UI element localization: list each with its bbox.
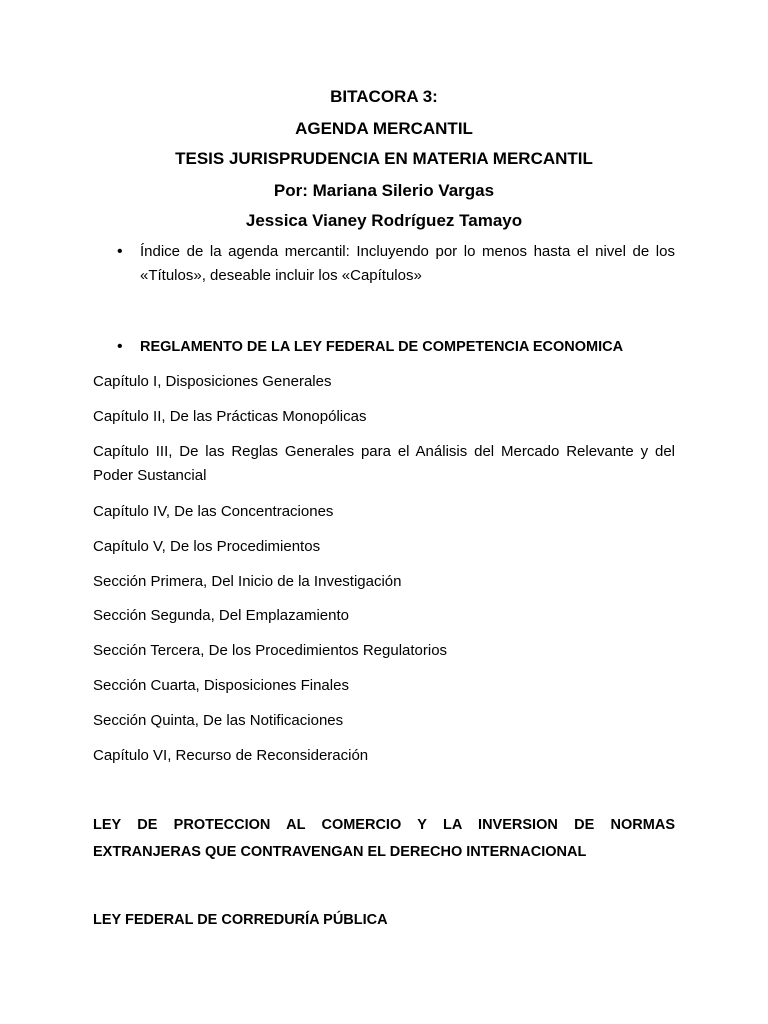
bullet-icon: • [117,338,123,355]
list-item: Capítulo IV, De las Concentraciones [93,503,334,520]
list-item: Capítulo VI, Recurso de Reconsideración [93,747,369,764]
document-subtitle: AGENDA MERCANTIL [295,119,473,138]
list-item: Sección Segunda, Del Emplazamiento [93,607,349,624]
section-heading: REGLAMENTO DE LA LEY FEDERAL DE COMPETENCIA ECONOMICA [140,339,624,355]
list-item: Sección Primera, Del Inicio de la Investigación [93,573,402,590]
law-brokerage-heading: LEY FEDERAL DE CORREDURÍA PÚBLICA [93,912,388,928]
list-item: Capítulo V, De los Procedimientos [93,538,321,555]
list-item: Sección Tercera, De los Procedimientos Regulatorios [93,642,448,659]
document-title: BITACORA 3: [330,87,438,106]
list-item: Capítulo I, Disposiciones Generales [93,373,332,390]
author-line-1: Por: Mariana Silerio Vargas [273,181,495,200]
bullet-icon: • [117,243,123,260]
list-item: Sección Quinta, De las Notificaciones [93,712,344,729]
document-topic: TESIS JURISPRUDENCIA EN MATERIA MERCANTIL [175,149,593,168]
intro-bullet-text: Índice de la agenda mercantil: Incluyendo por lo menos hasta el nivel de los «Títulos», deseable incluir los «Capítulos» [140,243,675,284]
author-line-2: Jessica Vianey Rodríguez Tamayo [245,211,523,230]
list-item: Sección Cuarta, Disposiciones Finales [93,677,349,694]
list-item: Capítulo II, De las Prácticas Monopólicas [93,408,367,425]
list-item: Capítulo III, De las Reglas Generales para el Análisis del Mercado Relevante y del Poder Sustancial [93,443,675,484]
law-protection-heading: LEY DE PROTECCION AL COMERCIO Y LA INVERSION DE NORMAS EXTRANJERAS QUE CONTRAVENGAN EL DERECHO INTERNACIONAL [93,817,675,860]
document-page [93,0,675,1024]
